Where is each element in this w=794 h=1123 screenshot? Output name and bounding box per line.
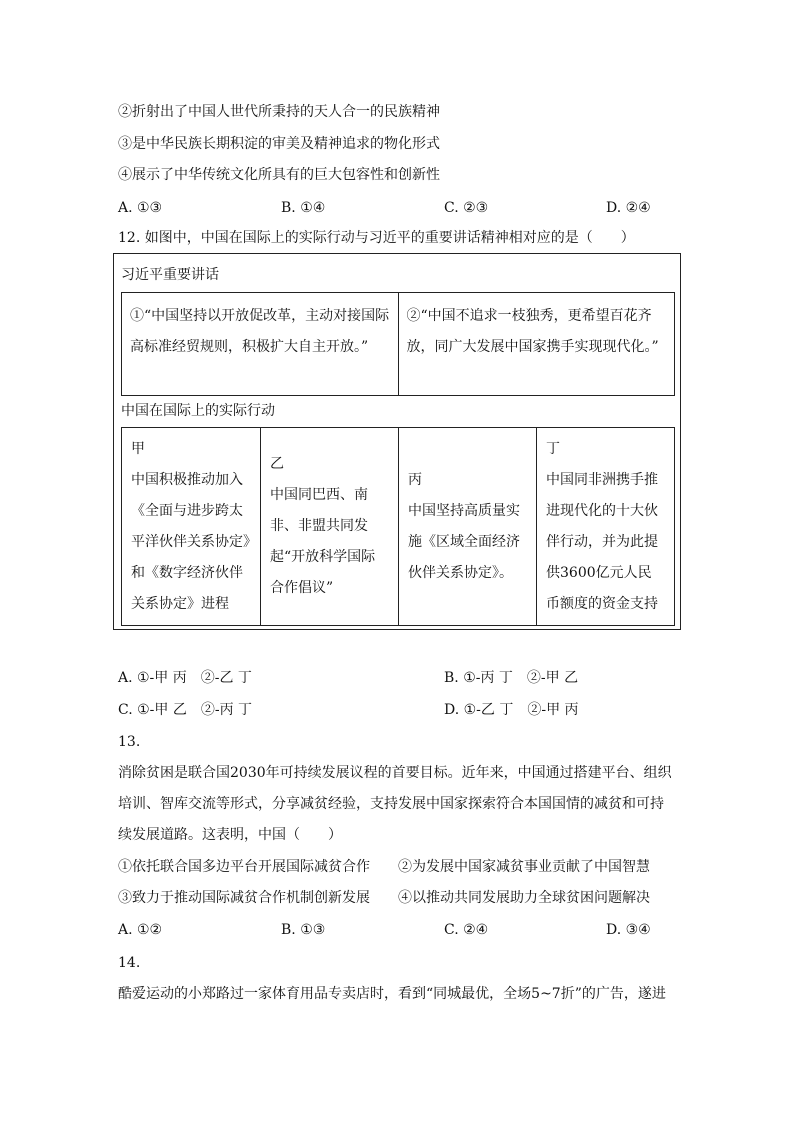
action-bing-text: 中国坚持高质量实施《区域全面经济伙伴关系协定》。 — [408, 502, 520, 581]
speech-1: ①“中国坚持以开放促改革，主动对接国际高标准经贸规则，积极扩大自主开放。” — [130, 308, 390, 355]
q12-figure — [113, 253, 681, 630]
q11-statement-3: ③是中华民族长期积淀的审美及精神追求的物化形式 — [118, 136, 440, 152]
q14-number: 14. — [118, 955, 141, 971]
action-ding — [536, 428, 674, 625]
q11-option-b: B. ①④ — [281, 200, 326, 216]
q13-option-d: D. ③④ — [606, 922, 651, 938]
q11-option-c: C. ②③ — [444, 200, 489, 216]
q13-statement-1: ①依托联合国多边平台开展国际减贫合作 — [118, 859, 370, 875]
q12-option-a: A. ①-甲 丙 ②-乙 丁 — [118, 670, 252, 686]
q13-statement-2: ②为发展中国家减贫事业贡献了中国智慧 — [398, 859, 650, 875]
speech-2: ②“中国不追求一枝独秀，更希望百花齐放，同广大发展中国家携手实现现代化。” — [398, 293, 675, 395]
action-jia-label: 甲 — [131, 440, 145, 457]
q14-stem-line-1: 酷爱运动的小郑路过一家体育用品专卖店时，看到“同城最优，全场5~7折”的广告，遂进 — [118, 986, 666, 1002]
q11-statement-2: ②折射出了中国人世代所秉持的天人合一的民族精神 — [118, 104, 440, 120]
q11-option-a: A. ①③ — [118, 200, 163, 216]
q13-option-c: C. ②④ — [444, 922, 489, 938]
q13-stem-line-1: 消除贫困是联合国2030年可持续发展议程的首要目标。近年来，中国通过搭建平台、组织 — [118, 765, 672, 781]
q13-option-a: A. ①② — [118, 922, 163, 938]
action-bing — [398, 428, 536, 625]
q13-statement-4: ④以推动共同发展助力全球贫困问题解决 — [398, 890, 650, 906]
q12-option-c: C. ①-甲 乙 ②-丙 丁 — [118, 702, 253, 718]
q13-option-b: B. ①③ — [281, 922, 326, 938]
action-yi-label: 乙 — [270, 456, 284, 472]
q11-statement-4: ④展示了中华传统文化所具有的巨大包容性和创新性 — [118, 167, 440, 183]
q11-option-d: D. ②④ — [606, 200, 651, 216]
q13-statement-3: ③致力于推动国际减贫合作机制创新发展 — [118, 890, 370, 906]
q13-number: 13. — [118, 734, 141, 750]
action-caption: 中国在国际上的实际行动 — [121, 403, 275, 419]
action-bing-label: 丙 — [408, 471, 422, 488]
action-yi-text: 中国同巴西、南非、非盟共同发起“开放科学国际合作倡议” — [270, 487, 376, 596]
q12-option-b: B. ①-丙 丁 ②-甲 乙 — [444, 670, 579, 686]
q12-option-d: D. ①-乙 丁 ②-甲 丙 — [444, 702, 579, 718]
action-yi — [260, 428, 398, 625]
speech-caption: 习近平重要讲话 — [121, 267, 219, 283]
action-ding-text: 中国同非洲携手推进现代化的十大伙伴行动，并为此提供3600亿元人民币额度的资金支持 — [546, 471, 658, 612]
q13-stem-line-3: 续发展道路。这表明，中国（ ） — [118, 827, 342, 843]
action-jia-text: 中国积极推动加入《全面与进步跨太平洋伙伴关系协定》和《数字经济伙伴关系协定》进程 — [131, 471, 250, 612]
q12-stem: 12. 如图中，中国在国际上的实际行动与习近平的重要讲话精神相对应的是（ ） — [118, 230, 635, 246]
action-jia — [122, 428, 260, 625]
speech-table — [121, 292, 675, 396]
action-ding-label: 丁 — [546, 440, 560, 457]
action-table — [121, 427, 675, 626]
q13-stem-line-2: 培训、智库交流等形式，分享减贫经验，支持发展中国家探索符合本国国情的减贫和可持 — [118, 796, 664, 812]
